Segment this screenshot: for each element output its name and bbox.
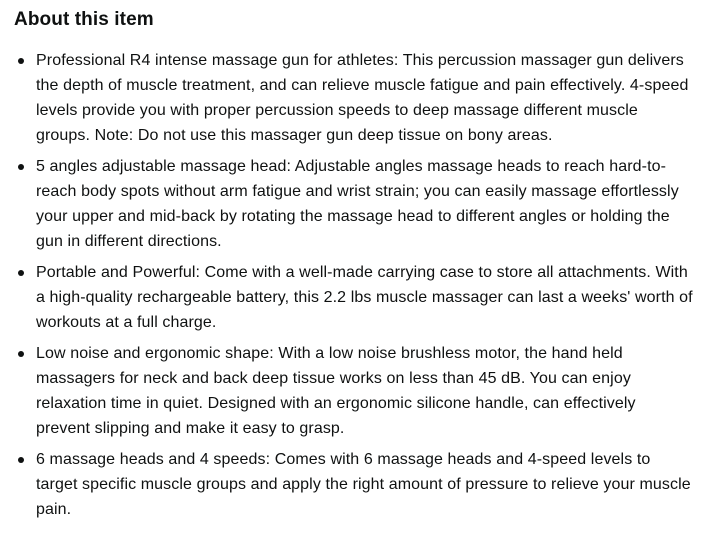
feature-bullet-3 xyxy=(14,260,694,335)
feature-bullet-text: Portable and Powerful: Come with a well-made carrying case to store all attachments. With a high-quality rechargeable battery, this 2.2 lbs muscle massager can last a weeks' worth of workouts at a full charge. xyxy=(36,264,693,331)
feature-bullet-5 xyxy=(14,447,694,522)
feature-bullet-1 xyxy=(14,48,694,148)
feature-bullet-text: Professional R4 intense massage gun for athletes: This percussion massager gun delivers the depth of muscle treatment, and can relieve muscle fatigue and pain effectively. 4-speed levels provide you with proper percussion speeds to deep massage different muscle groups. Note: Do not use this massager gun deep tissue on bony areas. xyxy=(36,52,689,144)
bullet-dot-icon xyxy=(18,351,24,357)
feature-bullet-list xyxy=(14,48,694,522)
bullet-dot-icon xyxy=(18,270,24,276)
bullet-dot-icon xyxy=(18,58,24,64)
section-title: About this item xyxy=(14,9,154,30)
feature-bullet-text: Low noise and ergonomic shape: With a low noise brushless motor, the hand held massagers for neck and back deep tissue works on less than 45 dB. You can enjoy relaxation time in quiet. Designed with an ergonomic silicone handle, can effectively prevent slipping and make it easy to grasp. xyxy=(36,345,636,437)
feature-bullet-text: 6 massage heads and 4 speeds: Comes with 6 massage heads and 4-speed levels to target specific muscle groups and apply the right amount of pressure to relieve your muscle pain. xyxy=(36,451,691,518)
feature-bullet-text: 5 angles adjustable massage head: Adjustable angles massage heads to reach hard-to-reach body spots without arm fatigue and wrist strain; you can easily massage effortlessly your upper and mid-back by rotating the massage head to different angles or holding the gun in different directions. xyxy=(36,158,679,250)
feature-bullet-4 xyxy=(14,341,694,441)
feature-bullet-2 xyxy=(14,154,694,254)
bullet-dot-icon xyxy=(18,164,24,170)
bullet-dot-icon xyxy=(18,457,24,463)
